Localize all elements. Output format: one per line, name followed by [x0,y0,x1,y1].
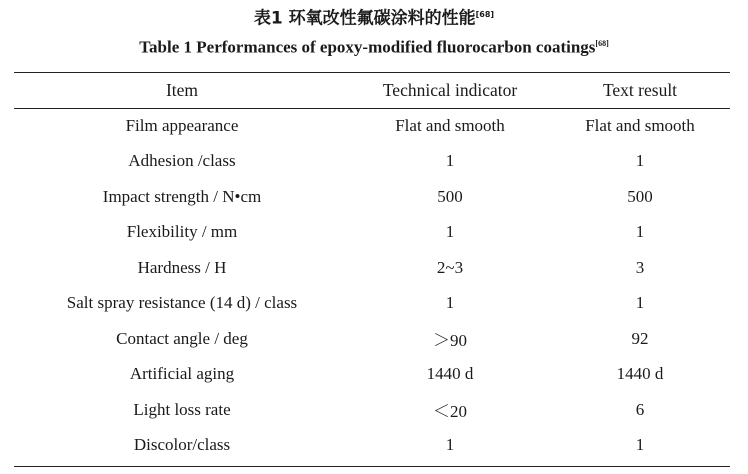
table-row [14,428,730,464]
cell-result: 92 [631,328,649,348]
cell-result: 1 [635,151,645,171]
cell-result: Flat and smooth [585,115,695,135]
header-item: Item [165,80,199,100]
cell-item: Impact strength / N•cm [102,186,262,206]
cell-indicator: 1 [445,151,455,171]
cell-item: Artificial aging [129,364,235,384]
cell-result: 6 [635,399,645,419]
cell-result: 500 [627,186,653,206]
cell-result: 1 [635,293,645,313]
cell-indicator: 1440 d [426,364,474,384]
cell-indicator: ＞90 [433,331,467,351]
table-title-english [0,33,748,59]
cell-item: Contact angle / deg [116,328,248,348]
cell-indicator: 1 [445,222,455,242]
cell-indicator: 1 [445,293,455,313]
title-en-text: Table 1 Performances of epoxy-modified fluorocarbon coatings [139,37,596,57]
cell-result: 1 [635,222,645,242]
header-technical-indicator: Technical indicator [382,80,518,100]
title-en-reference: [68] [595,39,609,48]
cell-indicator: 2~3 [436,257,464,277]
table-row [14,250,730,286]
cell-item: Salt spray resistance (14 d) / class [66,293,298,313]
cell-indicator: ＜20 [433,402,467,422]
cell-item: Adhesion /class [128,151,236,171]
cell-result: 1440 d [616,364,664,384]
table-row [14,108,730,144]
table-title-chinese [0,4,748,30]
title-zh-reference: [68] [475,10,495,19]
table-row [14,392,730,428]
cell-item: Flexibility / mm [126,222,238,242]
table-row [14,321,730,357]
title-zh-text: 表1 环氧改性氟碳涂料的性能 [253,8,476,29]
header-text-result: Text result [602,80,678,100]
cell-indicator: 1 [445,435,455,455]
performance-table [14,73,730,463]
cell-item: Light loss rate [133,399,231,419]
cell-result: 3 [635,257,645,277]
table-row [14,215,730,251]
cell-item: Hardness / H [137,257,227,277]
table-bottom-rule [14,466,730,467]
cell-item: Film appearance [125,115,239,135]
cell-indicator: 500 [437,186,463,206]
table-row [14,179,730,215]
cell-item: Discolor/class [133,435,231,455]
table-row [14,286,730,322]
cell-indicator: Flat and smooth [395,115,505,135]
table-header-row [14,73,730,108]
table-row [14,357,730,393]
cell-result: 1 [635,435,645,455]
table-row [14,144,730,180]
